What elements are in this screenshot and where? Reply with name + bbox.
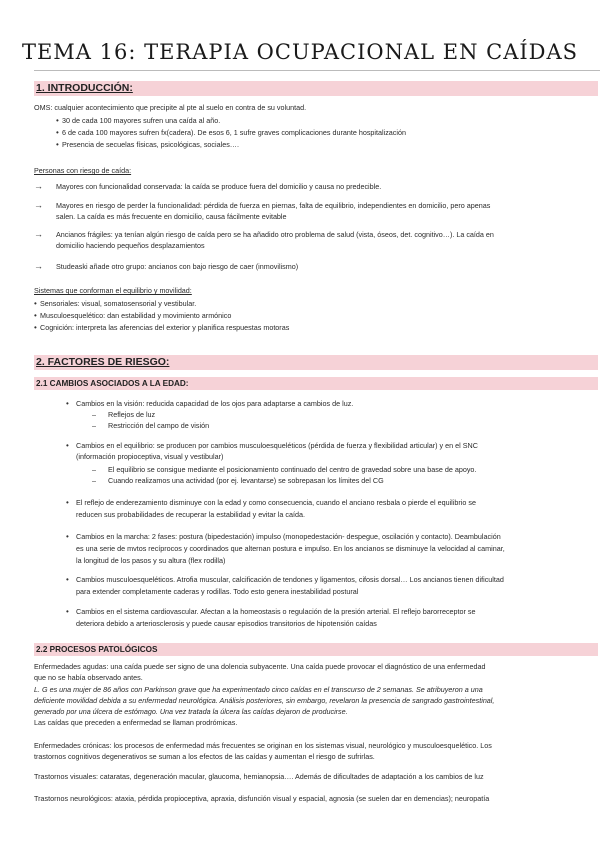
musculo-item: Cambios musculoesqueléticos. Atrofia muscular, calcificación de tendones y ligamentos, cifosis dorsal… Los ancianos tienen dificultad [76, 575, 504, 584]
case-example-cont: generado por una úlcera de estómago. Una vez tratada la úlcera las caídas dejaron de producirse. [34, 707, 348, 716]
arrow-right-icon: → [34, 200, 43, 210]
equilibrio-item-cont: (información propioceptiva, visual y vestibular) [76, 452, 224, 461]
subsection-heading-edad: 2.1 CAMBIOS ASOCIADOS A LA EDAD: [34, 377, 598, 390]
bullet-icon: • [66, 575, 69, 584]
title-divider [34, 70, 600, 71]
riesgo-heading: Personas con riesgo de caída: [34, 166, 132, 175]
bullet-icon: • [66, 399, 69, 408]
cardio-item: Cambios en el sistema cardiovascular. Afectan a la homeostasis o regulación de la presión arterial. El reflejo barorreceptor se [76, 607, 476, 616]
reflejo-item-cont: reducen sus probabilidades de recuperar la estabilidad y evitar la caída. [76, 510, 305, 519]
dash-icon: – [92, 465, 96, 474]
section-heading-factores: 2. FACTORES DE RIESGO: [34, 355, 598, 370]
visuales-paragraph: Trastornos visuales: cataratas, degeneración macular, glaucoma, hemianopsia…. Además de dificultades de adaptación a los cambios de luz [34, 772, 484, 781]
section-heading-introduccion: 1. INTRODUCCIÓN: [34, 81, 598, 96]
bullet-icon: • [56, 128, 59, 137]
prodromicas-note: Las caídas que preceden a enfermedad se llaman prodrómicas. [34, 718, 238, 727]
oms-definition: OMS: cualquier acontecimiento que precipite al pte al suelo en contra de su voluntad. [34, 103, 307, 112]
musculo-item-cont: para extender completamente caderas y rodillas. Todo esto genera inestabilidad postural [76, 587, 359, 596]
vision-subitem: Restricción del campo de visión [108, 421, 210, 430]
riesgo-item: Studeaski añade otro grupo: ancianos con bajo riesgo de caer (inmovilismo) [56, 262, 299, 271]
equilibrio-subitem: El equilibrio se consigue mediante el posicionamiento continuado del centro de gravedad sobre una base de apoyo. [108, 465, 477, 474]
vision-subitem: Reflejos de luz [108, 410, 156, 419]
bullet-icon: • [56, 140, 59, 149]
reflejo-item: El reflejo de enderezamiento disminuye con la edad y como consecuencia, cuando el anciano resbala o pierde el equilibrio se [76, 498, 476, 507]
riesgo-item: Mayores en riesgo de perder la funcionalidad: pérdida de fuerza en piernas, falta de equilibrio, independientes en domicilio, pero apenas [56, 201, 491, 210]
dash-icon: – [92, 476, 96, 485]
oms-bullet: Presencia de secuelas físicas, psicológicas, sociales…. [62, 140, 239, 149]
bullet-icon: • [66, 498, 69, 507]
agudas-paragraph: Enfermedades agudas: una caída puede ser signo de una dolencia subyacente. Una caída puede provocar el diagnóstico de una enfermedad [34, 662, 486, 671]
case-example: L. G es una mujer de 86 años con Parkinson grave que ha experimentado cinco caídas en el transcurso de 2 semanas. Se atribuyeron a una [34, 685, 483, 694]
riesgo-item: Mayores con funcionalidad conservada: la caída se produce fuera del domicilio y causa no predecible. [56, 182, 382, 191]
agudas-paragraph-cont: que no se había observado antes. [34, 673, 143, 682]
sistemas-item: Sensoriales: visual, somatosensorial y vestibular. [40, 299, 197, 308]
sistemas-item: Musculoesquelético: dan estabilidad y movimiento armónico [40, 311, 232, 320]
bullet-icon: • [66, 532, 69, 541]
dash-icon: – [92, 421, 96, 430]
oms-bullet: 6 de cada 100 mayores sufren fx(cadera). De esos 6, 1 sufre graves complicaciones durante hospitalización [62, 128, 406, 137]
arrow-right-icon: → [34, 261, 43, 271]
dash-icon: – [92, 410, 96, 419]
marcha-item-cont: la longitud de los pasos y su altura (flex rodilla) [76, 556, 226, 565]
equilibrio-item: Cambios en el equilibrio: se producen por cambios musculoesqueléticos (pérdida de fuerza y flexibilidad articular) y en el SNC [76, 441, 478, 450]
bullet-icon: • [66, 441, 69, 450]
cronicas-paragraph-cont: trastornos cognitivos degenerativos se suman a los efectos de las caídas y aumentan el riesgo de sufrirlas. [34, 752, 375, 761]
bullet-icon: • [66, 607, 69, 616]
marcha-item-cont: es una serie de mvtos recíprocos y coordinados que alternan postura e impulso. En los ancianos se disminuye la velocidad al caminar, [76, 544, 505, 553]
vision-item: Cambios en la visión: reducida capacidad de los ojos para adaptarse a cambios de luz. [76, 399, 354, 408]
riesgo-item-cont: salen. La caída es más frecuente en domicilio, causa fácilmente evitable [56, 212, 287, 221]
page-title: TEMA 16: TERAPIA OCUPACIONAL EN CAÍDAS [21, 40, 579, 64]
bullet-icon: • [56, 116, 59, 125]
riesgo-item-cont: domicilio haciendo pequeños desplazamientos [56, 241, 205, 250]
bullet-icon: • [34, 311, 37, 320]
arrow-right-icon: → [34, 229, 43, 239]
sistemas-item: Cognición: interpreta las aferencias del exterior y planifica respuestas motoras [40, 323, 290, 332]
subsection-heading-patologicos: 2.2 PROCESOS PATOLÓGICOS [34, 643, 598, 656]
bullet-icon: • [34, 299, 37, 308]
equilibrio-subitem: Cuando realizamos una actividad (por ej. levantarse) se sobrepasan los límites del CG [108, 476, 384, 485]
cronicas-paragraph: Enfermedades crónicas: los procesos de enfermedad más frecuentes se originan en los sistemas visual, neurológico y musculoesquelético. Los [34, 741, 492, 750]
cardio-item-cont: deteriora debido a arteriosclerosis y puede causar episodios transitorios de hipotensión caídas [76, 619, 377, 628]
arrow-right-icon: → [34, 181, 43, 191]
riesgo-item: Ancianos frágiles: ya tenían algún riesgo de caída pero se ha añadido otro problema de salud (vista, óseos, det. cognitivo…). La caída en [56, 230, 494, 239]
case-example-cont: deficiente movilidad debida a su enfermedad neurológica. Análisis posteriores, sin embargo, revelaron la presencia de sangrado gastrointestinal, [34, 696, 495, 705]
bullet-icon: • [34, 323, 37, 332]
sistemas-heading: Sistemas que conforman el equilibrio y movilidad: [34, 286, 192, 295]
neuro-paragraph: Trastornos neurológicos: ataxia, pérdida propioceptiva, apraxia, disfunción visual y espacial, agnosia (se suelen dar en demencias); neuropatía [34, 794, 490, 803]
oms-bullet: 30 de cada 100 mayores sufren una caída al año. [62, 116, 221, 125]
marcha-item: Cambios en la marcha: 2 fases: postura (bipedestación) impulso (monopedestación- despegue, oscilación y contacto). Deambulación [76, 532, 501, 541]
